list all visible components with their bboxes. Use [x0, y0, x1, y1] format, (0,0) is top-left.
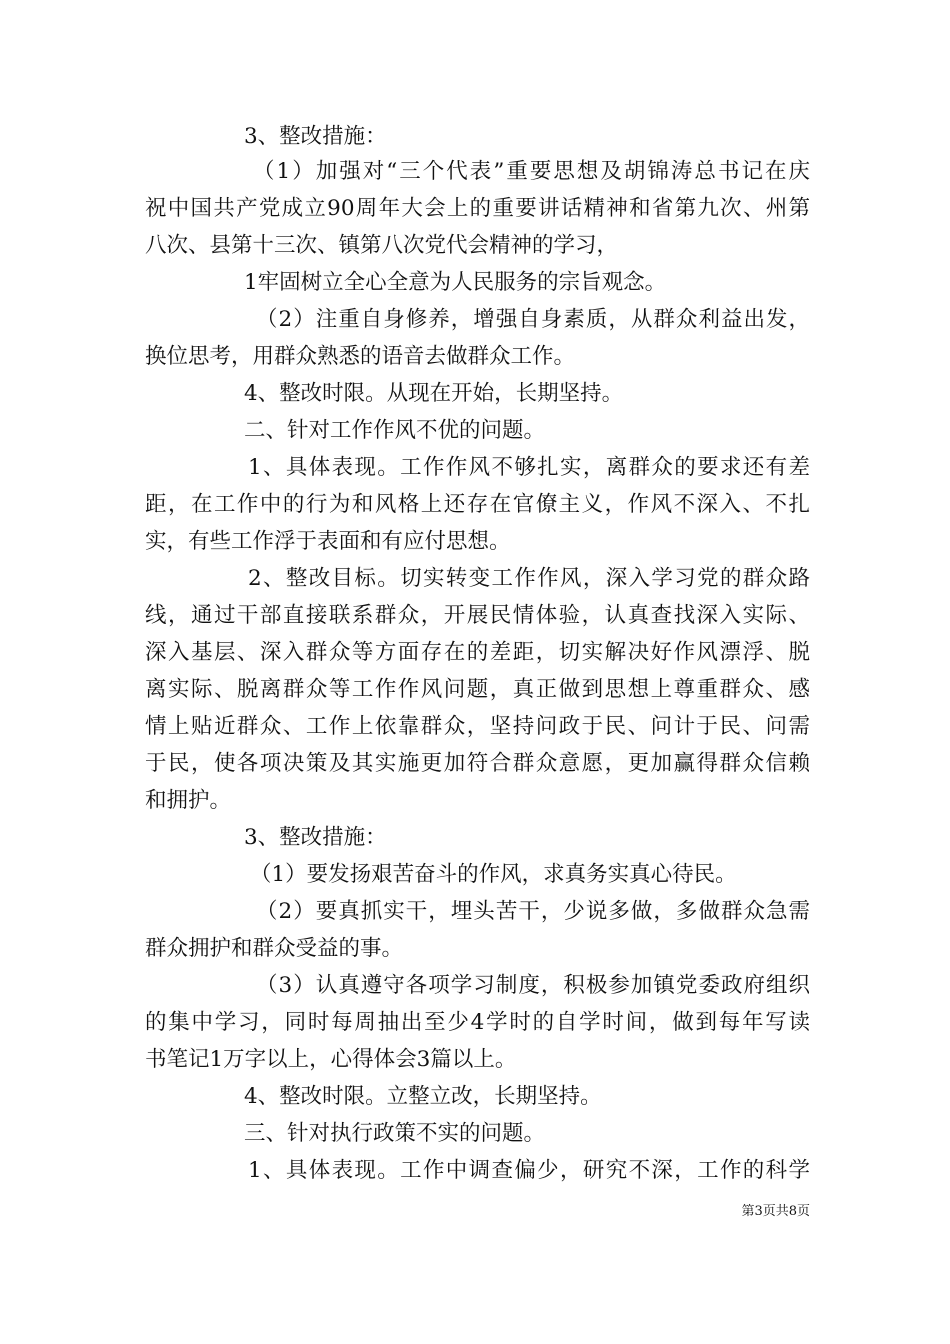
text-line: 4、整改时限。从现在开始，长期坚持。 [244, 381, 624, 406]
text-line: 离实际、脱离群众等工作作风问题，真正做到思想上尊重群众、感 [145, 677, 810, 702]
text-line: 书笔记1万字以上，心得体会3篇以上。 [145, 1047, 517, 1072]
text-line: 换位思考，用群众熟悉的语音去做群众工作。 [145, 344, 576, 369]
text-line: 八次、县第十三次、镇第八次党代会精神的学习， [145, 233, 619, 258]
text-line: （1）加强对“三个代表”重要思想及胡锦涛总书记在庆 [253, 159, 810, 184]
text-line: 线，通过干部直接联系群众，开展民情体验，认真查找深入实际、 [145, 603, 810, 628]
section-heading: 二、针对工作作风不优的问题。 [244, 418, 546, 443]
text-line: 3、整改措施： [244, 124, 387, 149]
text-line: 深入基层、深入群众等方面存在的差距，切实解决好作风漂浮、脱 [145, 640, 810, 665]
section-heading: 三、针对执行政策不实的问题。 [244, 1121, 546, 1146]
text-line: （2）要真抓实干，埋头苦干，少说多做，多做群众急需 [256, 899, 810, 924]
text-line: 群众拥护和群众受益的事。 [145, 936, 404, 961]
text-line: 1、具体表现。工作作风不够扎实，离群众的要求还有差 [248, 455, 810, 480]
text-line: 的集中学习，同时每周抽出至少4学时的自学时间，做到每年写读 [145, 1010, 810, 1035]
text-line: 3、整改措施： [244, 825, 387, 850]
text-line: 祝中国共产党成立90周年大会上的重要讲话精神和省第九次、州第 [145, 196, 810, 221]
text-line: 2、整改目标。切实转变工作作风，深入学习党的群众路 [248, 566, 810, 591]
text-line: 于民，使各项决策及其实施更加符合群众意愿，更加赢得群众信赖 [145, 751, 810, 776]
text-line: 情上贴近群众、工作上依靠群众，坚持问政于民、问计于民、问需 [145, 714, 810, 739]
text-line: （1）要发扬艰苦奋斗的作风，求真务实真心待民。 [250, 862, 737, 887]
text-line: 1牢固树立全心全意为人民服务的宗旨观念。 [244, 270, 667, 295]
text-line: 1、具体表现。工作中调查偏少，研究不深，工作的科学 [248, 1158, 810, 1183]
text-line: （3）认真遵守各项学习制度，积极参加镇党委政府组织 [256, 973, 810, 998]
text-line: 和拥护。 [145, 788, 232, 813]
text-line: （2）注重自身修养，增强自身素质，从群众利益出发， [256, 307, 810, 332]
page-number: 第3页共8页 [741, 1204, 810, 1219]
text-line: 实，有些工作浮于表面和有应付思想。 [145, 529, 511, 554]
text-line: 距，在工作中的行为和风格上还存在官僚主义，作风不深入、不扎 [145, 492, 810, 517]
text-line: 4、整改时限。立整立改，长期坚持。 [244, 1084, 602, 1109]
